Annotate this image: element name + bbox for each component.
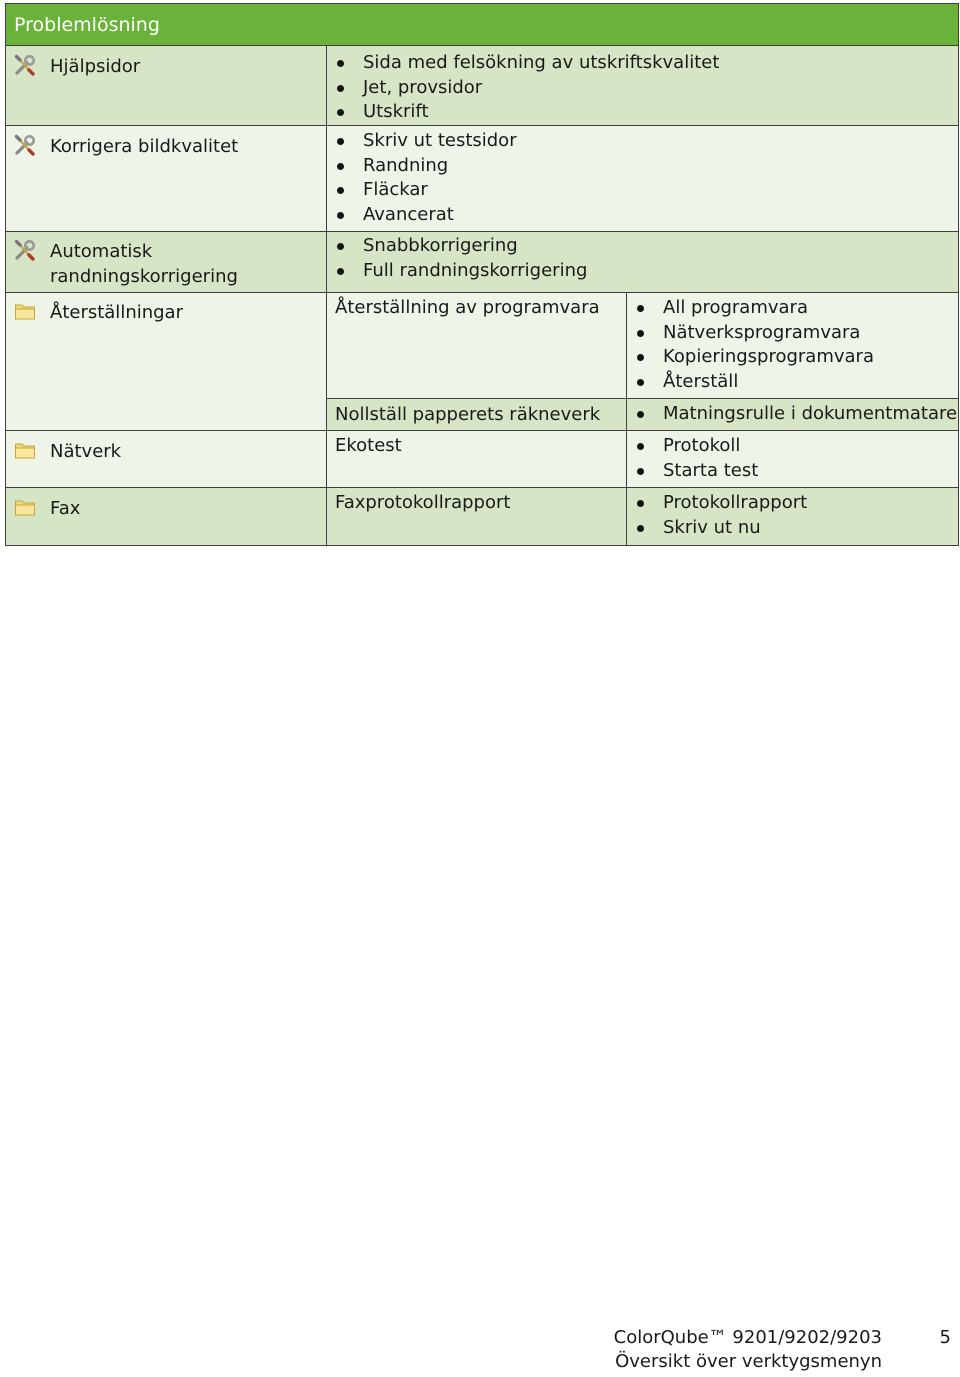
row-fax bbox=[6, 488, 958, 545]
folder-icon bbox=[14, 439, 36, 461]
list-item: Jet, provsidor bbox=[327, 76, 958, 101]
row-items-cell bbox=[327, 232, 958, 292]
row-image-quality bbox=[6, 126, 958, 232]
subrow-echo-test bbox=[327, 431, 958, 487]
tools-icon bbox=[14, 239, 36, 261]
row-items-cell bbox=[327, 126, 958, 231]
row-subtable bbox=[327, 431, 958, 487]
subrow-paper-counter bbox=[327, 398, 958, 430]
list-item: Protokollrapport bbox=[627, 491, 958, 516]
row-label: Korrigera bildkvalitet bbox=[50, 136, 239, 157]
row-label: Nätverk bbox=[50, 441, 122, 462]
row-label-line: Automatisk bbox=[50, 241, 153, 262]
subrow-label: Faxprotokollrapport bbox=[327, 488, 627, 545]
row-label-cell bbox=[6, 126, 327, 231]
subrow-label: Ekotest bbox=[327, 431, 627, 487]
row-label-cell bbox=[6, 232, 327, 292]
footer-subtitle: Översikt över verktygsmenyn bbox=[615, 1351, 882, 1372]
row-help-pages bbox=[6, 46, 958, 126]
row-network bbox=[6, 431, 958, 488]
row-label-cell bbox=[6, 431, 327, 487]
footer-product: ColorQube™ 9201/9202/9203 bbox=[613, 1327, 882, 1348]
subrow-label: Nollställ papperets räkneverk bbox=[327, 399, 627, 430]
list-item: Nätverksprogramvara bbox=[627, 321, 958, 346]
subrow-items bbox=[627, 488, 958, 545]
row-label-cell bbox=[6, 46, 327, 125]
subrow-items bbox=[627, 399, 958, 430]
row-label: Återställningar bbox=[50, 302, 183, 323]
row-label-cell bbox=[6, 293, 327, 430]
row-label bbox=[50, 239, 238, 289]
section-title: Problemlösning bbox=[6, 4, 958, 46]
row-label: Fax bbox=[50, 498, 81, 519]
subrow-label: Återställning av programvara bbox=[327, 293, 627, 398]
subrow-fax-protocol bbox=[327, 488, 958, 545]
row-label-line: randningskorrigering bbox=[50, 266, 238, 287]
list-item: Randning bbox=[327, 154, 958, 179]
item-list bbox=[327, 129, 958, 227]
row-items-cell bbox=[327, 46, 958, 125]
row-label-cell bbox=[6, 488, 327, 545]
troubleshooting-table bbox=[5, 3, 959, 546]
list-item: Full randningskorrigering bbox=[327, 259, 958, 284]
folder-icon bbox=[14, 496, 36, 518]
list-item: Skriv ut testsidor bbox=[327, 129, 958, 154]
folder-icon bbox=[14, 300, 36, 322]
list-item: Skriv ut nu bbox=[627, 516, 958, 541]
subrow-items bbox=[627, 293, 958, 398]
list-item: Avancerat bbox=[327, 203, 958, 228]
item-list bbox=[627, 296, 958, 394]
row-auto-banding bbox=[6, 232, 958, 293]
tools-icon bbox=[14, 134, 36, 156]
list-item: All programvara bbox=[627, 296, 958, 321]
row-subtable bbox=[327, 488, 958, 545]
item-list bbox=[627, 434, 958, 483]
list-item: Fläckar bbox=[327, 178, 958, 203]
list-item: Utskrift bbox=[327, 100, 958, 125]
row-label: Hjälpsidor bbox=[50, 56, 141, 77]
page-footer bbox=[614, 1326, 882, 1374]
item-list bbox=[327, 51, 958, 125]
subrow-items bbox=[627, 431, 958, 487]
page-number: 5 bbox=[939, 1327, 951, 1348]
list-item: Protokoll bbox=[627, 434, 958, 459]
tools-icon bbox=[14, 54, 36, 76]
list-item: Kopieringsprogramvara bbox=[627, 345, 958, 370]
list-item: Återställ bbox=[627, 370, 958, 395]
list-item: Starta test bbox=[627, 459, 958, 484]
item-list bbox=[627, 402, 958, 427]
row-subtable bbox=[327, 293, 958, 430]
row-resets bbox=[6, 293, 958, 431]
subrow-software-reset bbox=[327, 293, 958, 398]
list-item: Matningsrulle i dokumentmatare bbox=[627, 402, 958, 427]
item-list bbox=[327, 234, 958, 283]
list-item: Snabbkorrigering bbox=[327, 234, 958, 259]
item-list bbox=[627, 491, 958, 540]
list-item: Sida med felsökning av utskriftskvalitet bbox=[327, 51, 958, 76]
